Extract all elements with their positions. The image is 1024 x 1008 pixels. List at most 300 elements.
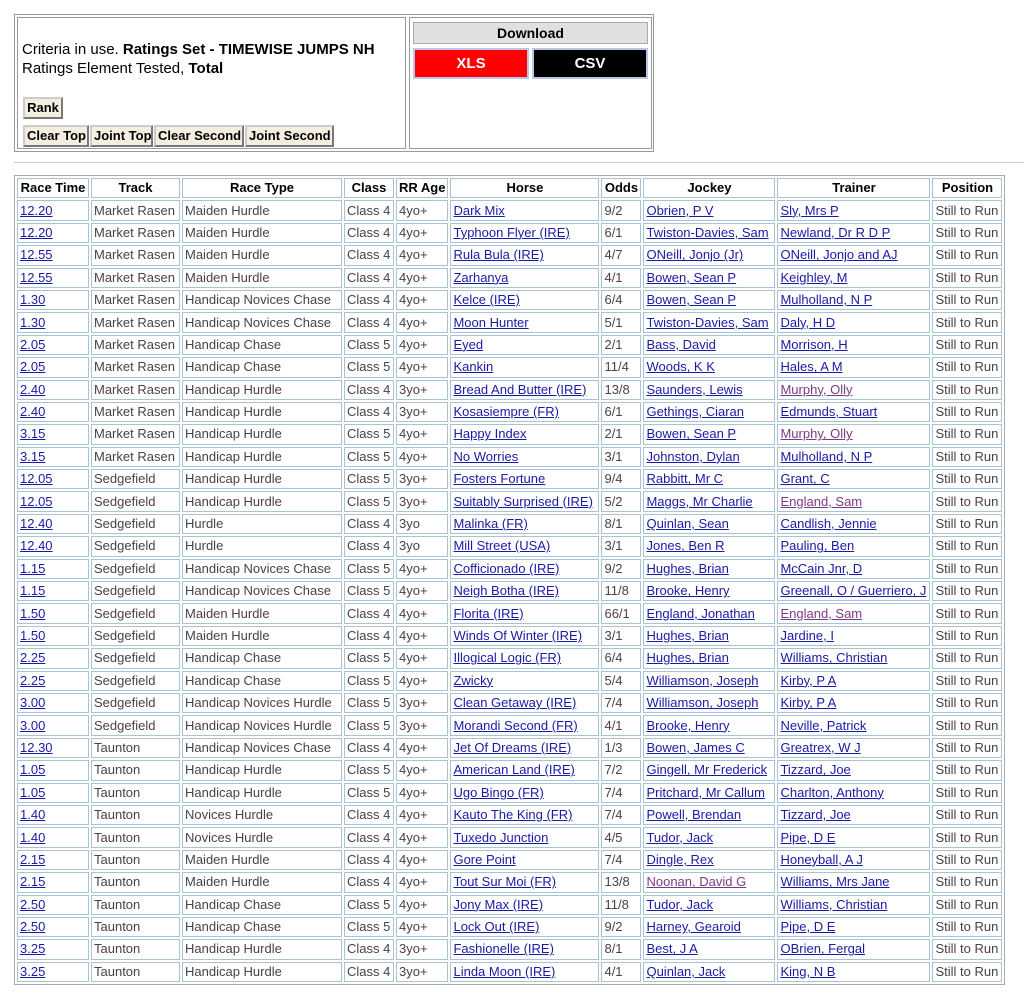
jockey-link[interactable]: Harney, Gearoid [646,919,741,935]
jockey-link[interactable]: Gethings, Ciaran [646,404,745,420]
horse-link[interactable]: Bread And Butter (IRE) [453,381,587,397]
trainer-link[interactable]: Newland, Dr R D P [780,224,891,240]
cell-race-time [17,626,89,646]
race-time-link[interactable]: 2.50 [20,896,46,912]
trainer-link[interactable]: Murphy, Olly [780,426,853,442]
jockey-link[interactable]: Dingle, Rex [646,851,714,867]
cell-class: Class 4 [344,603,394,623]
cell-race-time [17,939,89,959]
table-row [17,827,1002,847]
horse-link[interactable]: Lock Out (IRE) [453,919,540,935]
header-race-time: Race Time [17,178,89,198]
cell-jockey [643,850,775,870]
cell-jockey [643,357,775,377]
cell-race-type: Handicap Hurdle [182,469,342,489]
trainer-link[interactable]: Neville, Patrick [780,717,867,733]
cell-position: Still to Run [932,223,1002,243]
cell-trainer [777,895,930,915]
race-time-link[interactable]: 1.15 [20,583,46,599]
cell-position: Still to Run [932,760,1002,780]
horse-link[interactable]: Linda Moon (IRE) [453,963,556,979]
cell-track: Taunton [91,827,180,847]
header-track: Track [91,178,180,198]
trainer-link[interactable]: Tizzard, Joe [780,807,851,823]
race-time-link[interactable]: 1.30 [20,292,46,308]
table-row [17,469,1002,489]
trainer-link[interactable]: Williams, Mrs Jane [780,874,890,890]
cell-horse [450,648,599,668]
horse-link[interactable]: Fosters Fortune [453,471,546,487]
criteria-text [22,40,375,78]
horse-link[interactable]: Fashionelle (IRE) [453,941,554,957]
jockey-link[interactable]: ONeill, Jonjo (Jr) [646,247,744,263]
cell-race-time [17,268,89,288]
cell-jockey [643,312,775,332]
trainer-link[interactable]: Kirby, P A [780,672,837,688]
cell-race-time [17,738,89,758]
cell-jockey [643,581,775,601]
cell-horse [450,290,599,310]
cell-track: Market Rasen [91,357,180,377]
horse-link[interactable]: Florita (IRE) [453,605,524,621]
cell-position: Still to Run [932,850,1002,870]
cell-track: Sedgefield [91,559,180,579]
header-rr-age: RR Age [396,178,448,198]
table-row [17,447,1002,467]
race-time-link[interactable]: 1.50 [20,628,46,643]
horse-link[interactable]: Typhoon Flyer (IRE) [453,224,570,240]
cell-race-time [17,536,89,556]
horse-link[interactable]: Jony Max (IRE) [453,896,544,912]
horse-link[interactable]: Kosasiempre (FR) [453,404,559,420]
cell-class: Class 4 [344,268,394,288]
cell-track: Taunton [91,850,180,870]
cell-track: Taunton [91,738,180,758]
race-time-link[interactable]: 3.25 [20,963,46,979]
trainer-link[interactable]: Daly, H D [780,314,836,330]
trainer-link[interactable]: Edmunds, Stuart [780,404,878,420]
table-row [17,491,1002,511]
trainer-link[interactable]: ONeill, Jonjo and AJ [780,247,898,263]
jockey-link[interactable]: Brooke, Henry [646,583,730,599]
horse-link[interactable]: American Land (IRE) [453,762,575,778]
jockey-link[interactable]: Bass, David [646,336,716,352]
cell-rr-age: 4yo+ [396,290,448,310]
results-table [14,175,1005,985]
cell-jockey [643,469,775,489]
trainer-link[interactable]: Greatrex, W J [780,739,861,755]
cell-jockey [643,648,775,668]
element-label: Ratings Element Tested, [22,60,185,77]
results-table-body [17,200,1002,982]
cell-trainer [777,805,930,825]
trainer-link[interactable]: England, Sam [780,605,863,621]
cell-race-type: Handicap Chase [182,357,342,377]
cell-position: Still to Run [932,380,1002,400]
section-divider [14,162,1024,163]
cell-rr-age: 3yo+ [396,402,448,422]
cell-trainer [777,783,930,803]
cell-rr-age: 3yo [396,536,448,556]
cell-rr-age: 4yo+ [396,335,448,355]
table-row [17,536,1002,556]
trainer-link[interactable]: Candlish, Jennie [780,516,877,532]
cell-race-type: Maiden Hurdle [182,872,342,892]
cell-position: Still to Run [932,895,1002,915]
horse-link[interactable]: Ugo Bingo (FR) [453,784,544,800]
cell-trainer [777,223,930,243]
cell-class: Class 5 [344,693,394,713]
cell-race-type: Handicap Novices Hurdle [182,715,342,735]
cell-rr-age: 3yo+ [396,715,448,735]
jockey-link[interactable]: Hughes, Brian [646,650,729,666]
trainer-link[interactable]: Pipe, D E [780,919,836,935]
cell-rr-age: 4yo+ [396,827,448,847]
horse-link[interactable]: Jet Of Dreams (IRE) [453,739,572,755]
joint-top-button[interactable]: Joint Top [90,125,153,147]
cell-class: Class 4 [344,738,394,758]
jockey-link[interactable]: Obrien, P V [646,202,714,218]
horse-link[interactable]: Illogical Logic (FR) [453,650,562,666]
cell-odds: 3/1 [601,536,641,556]
cell-rr-age: 4yo+ [396,424,448,444]
cell-race-time [17,559,89,579]
jockey-link[interactable]: Quinlan, Jack [646,963,726,979]
jockey-link[interactable]: Hughes, Brian [646,628,729,643]
race-time-link[interactable]: 12.30 [20,739,53,755]
jockey-link[interactable]: England, Jonathan [646,605,755,621]
horse-link[interactable]: Dark Mix [453,202,505,218]
cell-race-time [17,827,89,847]
cell-odds: 13/8 [601,872,641,892]
cell-trainer [777,603,930,623]
race-time-link[interactable]: 12.40 [20,538,53,554]
cell-race-time [17,469,89,489]
cell-jockey [643,380,775,400]
cell-trainer [777,939,930,959]
cell-position: Still to Run [932,357,1002,377]
race-time-link[interactable]: 2.40 [20,404,46,420]
trainer-link[interactable]: Pipe, D E [780,829,836,845]
cell-rr-age: 4yo+ [396,917,448,937]
race-time-link[interactable]: 1.05 [20,784,46,800]
horse-link[interactable]: Zwicky [453,672,494,688]
jockey-link[interactable]: Brooke, Henry [646,717,730,733]
cell-position: Still to Run [932,536,1002,556]
trainer-link[interactable]: Charlton, Anthony [780,784,884,800]
cell-odds: 5/1 [601,312,641,332]
cell-race-time [17,245,89,265]
race-time-link[interactable]: 2.25 [20,672,46,688]
race-time-link[interactable]: 3.15 [20,448,46,464]
horse-link[interactable]: Kankin [453,359,494,375]
header-race-type: Race Type [182,178,342,198]
trainer-link[interactable]: England, Sam [780,493,863,509]
cell-trainer [777,380,930,400]
clear-top-button[interactable]: Clear Top [23,125,89,147]
race-time-link[interactable]: 12.05 [20,471,53,487]
cell-odds: 9/4 [601,469,641,489]
trainer-link[interactable]: Sly, Mrs P [780,202,839,218]
cell-position: Still to Run [932,312,1002,332]
jockey-link[interactable]: Williamson, Joseph [646,695,759,711]
trainer-link[interactable]: Mulholland, N P [780,448,873,464]
horse-link[interactable]: Neigh Botha (IRE) [453,583,559,599]
horse-link[interactable]: Clean Getaway (IRE) [453,695,577,711]
cell-rr-age: 4yo+ [396,671,448,691]
cell-rr-age: 4yo+ [396,648,448,668]
jockey-link[interactable]: Gingell, Mr Frederick [646,762,768,778]
rank-button[interactable]: Rank [23,97,63,119]
cell-jockey [643,671,775,691]
ratings-set-label: Ratings Set - TIMEWISE JUMPS NH [122,41,375,58]
cell-odds: 5/4 [601,671,641,691]
cell-trainer [777,671,930,691]
cell-race-type: Novices Hurdle [182,827,342,847]
cell-position: Still to Run [932,738,1002,758]
race-time-link[interactable]: 2.40 [20,381,46,397]
horse-link[interactable]: Gore Point [453,851,516,867]
cell-trainer [777,962,930,982]
jockey-link[interactable]: Johnston, Dylan [646,448,740,464]
cell-position: Still to Run [932,648,1002,668]
race-time-link[interactable]: 2.25 [20,650,46,666]
cell-class: Class 4 [344,827,394,847]
cell-track: Market Rasen [91,424,180,444]
joint-second-button[interactable]: Joint Second [245,125,334,147]
trainer-link[interactable]: McCain Jnr, D [780,560,863,576]
table-row [17,715,1002,735]
horse-link[interactable]: Kauto The King (FR) [453,807,573,823]
cell-track: Market Rasen [91,380,180,400]
cell-position: Still to Run [932,872,1002,892]
cell-track: Market Rasen [91,223,180,243]
race-time-link[interactable]: 12.20 [20,224,53,240]
jockey-link[interactable]: Best, J A [646,941,698,957]
cell-rr-age: 4yo+ [396,603,448,623]
horse-link[interactable]: Eyed [453,336,484,352]
cell-race-time [17,335,89,355]
cell-jockey [643,491,775,511]
trainer-link[interactable]: OBrien, Fergal [780,941,866,957]
cell-trainer [777,335,930,355]
horse-link[interactable]: No Worries [453,448,519,464]
cell-rr-age: 3yo+ [396,469,448,489]
race-time-link[interactable]: 12.55 [20,247,53,263]
trainer-link[interactable]: Williams, Christian [780,896,888,912]
jockey-link[interactable]: Saunders, Lewis [646,381,743,397]
criteria-line-1 [22,40,375,59]
clear-second-button[interactable]: Clear Second [154,125,244,147]
trainer-link[interactable]: Hales, A M [780,359,843,375]
race-time-link[interactable]: 3.15 [20,426,46,442]
cell-odds: 66/1 [601,603,641,623]
cell-odds: 6/1 [601,402,641,422]
race-time-link[interactable]: 12.55 [20,269,53,285]
trainer-link[interactable]: Keighley, M [780,269,848,285]
race-time-link[interactable]: 3.25 [20,941,46,957]
jockey-link[interactable]: Bowen, James C [646,739,745,755]
horse-link[interactable]: Happy Index [453,426,527,442]
race-time-link[interactable]: 2.05 [20,336,46,352]
cell-horse [450,380,599,400]
race-time-link[interactable]: 1.15 [20,560,46,576]
cell-position: Still to Run [932,693,1002,713]
jockey-link[interactable]: Jones, Ben R [646,538,725,554]
cell-track: Sedgefield [91,491,180,511]
trainer-link[interactable]: King, N B [780,963,836,979]
trainer-link[interactable]: Pauling, Ben [780,538,855,554]
race-time-link[interactable]: 12.20 [20,202,53,218]
cell-position: Still to Run [932,603,1002,623]
race-time-link[interactable]: 1.50 [20,605,46,621]
race-time-link[interactable]: 1.05 [20,762,46,778]
cell-jockey [643,603,775,623]
jockey-link[interactable]: Williamson, Joseph [646,672,759,688]
cell-rr-age: 4yo+ [396,581,448,601]
trainer-link[interactable]: Greenall, O / Guerriero, J [780,583,927,599]
jockey-link[interactable]: Tudor, Jack [646,829,714,845]
cell-track: Market Rasen [91,447,180,467]
race-time-link[interactable]: 1.40 [20,829,46,845]
cell-position: Still to Run [932,805,1002,825]
cell-odds: 5/2 [601,491,641,511]
trainer-link[interactable]: Kirby, P A [780,695,837,711]
trainer-link[interactable]: Williams, Christian [780,650,888,666]
race-time-link[interactable]: 2.05 [20,359,46,375]
cell-odds: 6/4 [601,648,641,668]
cell-class: Class 5 [344,491,394,511]
table-row [17,872,1002,892]
jockey-link[interactable]: Twiston-Davies, Sam [646,224,769,240]
header-horse: Horse [450,178,599,198]
cell-track: Taunton [91,872,180,892]
cell-race-time [17,357,89,377]
trainer-link[interactable]: Mulholland, N P [780,292,873,308]
race-time-link[interactable]: 2.50 [20,919,46,935]
cell-track: Sedgefield [91,469,180,489]
jockey-link[interactable]: Maggs, Mr Charlie [646,493,753,509]
cell-race-type: Handicap Hurdle [182,760,342,780]
jockey-link[interactable]: Noonan, David G [646,874,747,890]
trainer-link[interactable]: Morrison, H [780,336,848,352]
cell-rr-age: 4yo+ [396,559,448,579]
race-time-link[interactable]: 2.15 [20,851,46,867]
horse-link[interactable]: Moon Hunter [453,314,529,330]
header-trainer: Trainer [777,178,930,198]
cell-class: Class 4 [344,380,394,400]
race-time-link[interactable]: 12.40 [20,516,53,532]
horse-link[interactable]: Malinka (FR) [453,516,528,532]
jockey-link[interactable]: Bowen, Sean P [646,426,737,442]
cell-race-type: Novices Hurdle [182,805,342,825]
cell-track: Sedgefield [91,693,180,713]
cell-race-type: Handicap Chase [182,648,342,668]
jockey-link[interactable]: Pritchard, Mr Callum [646,784,765,800]
cell-class: Class 4 [344,939,394,959]
race-time-link[interactable]: 3.00 [20,717,46,733]
table-row [17,223,1002,243]
race-time-link[interactable]: 1.30 [20,314,46,330]
cell-odds: 4/5 [601,827,641,847]
cell-trainer [777,200,930,220]
cell-rr-age: 4yo+ [396,850,448,870]
race-time-link[interactable]: 2.15 [20,874,46,890]
jockey-link[interactable]: Hughes, Brian [646,560,729,576]
table-row [17,603,1002,623]
cell-track: Taunton [91,805,180,825]
jockey-link[interactable]: Quinlan, Sean [646,516,729,532]
cell-race-time [17,872,89,892]
cell-rr-age: 4yo+ [396,805,448,825]
table-row [17,581,1002,601]
trainer-link[interactable]: Honeyball, A J [780,851,863,867]
jockey-link[interactable]: Rabbitt, Mr C [646,471,724,487]
horse-link[interactable]: Zarhanya [453,269,509,285]
jockey-link[interactable]: Woods, K K [646,359,715,375]
horse-link[interactable]: Mill Street (USA) [453,538,551,554]
jockey-link[interactable]: Tudor, Jack [646,896,714,912]
cell-jockey [643,514,775,534]
jockey-link[interactable]: Bowen, Sean P [646,292,737,308]
xls-download-button[interactable]: XLS [413,48,529,79]
race-time-link[interactable]: 3.00 [20,695,46,711]
horse-link[interactable]: Suitably Surprised (IRE) [453,493,593,509]
cell-odds: 4/1 [601,268,641,288]
horse-link[interactable]: Winds Of Winter (IRE) [453,628,583,643]
cell-race-time [17,715,89,735]
jockey-link[interactable]: Bowen, Sean P [646,269,737,285]
cell-class: Class 5 [344,447,394,467]
horse-link[interactable]: Morandi Second (FR) [453,717,578,733]
jockey-link[interactable]: Twiston-Davies, Sam [646,314,769,330]
cell-rr-age: 3yo+ [396,693,448,713]
cell-position: Still to Run [932,469,1002,489]
cell-race-type: Hurdle [182,536,342,556]
element-value: Total [188,60,224,77]
cell-race-time [17,290,89,310]
cell-trainer [777,536,930,556]
cell-odds: 1/3 [601,738,641,758]
trainer-link[interactable]: Murphy, Olly [780,381,853,397]
cell-class: Class 5 [344,648,394,668]
jockey-link[interactable]: Powell, Brendan [646,807,742,823]
trainer-link[interactable]: Jardine, I [780,628,834,643]
horse-link[interactable]: Kelce (IRE) [453,292,520,308]
race-time-link[interactable]: 12.05 [20,493,53,509]
download-title: Download [413,22,648,44]
race-time-link[interactable]: 1.40 [20,807,46,823]
trainer-link[interactable]: Tizzard, Joe [780,762,851,778]
cell-jockey [643,200,775,220]
cell-rr-age: 4yo+ [396,245,448,265]
cell-position: Still to Run [932,671,1002,691]
cell-rr-age: 4yo+ [396,357,448,377]
cell-race-time [17,312,89,332]
cell-rr-age: 4yo+ [396,895,448,915]
cell-class: Class 4 [344,200,394,220]
horse-link[interactable]: Rula Bula (IRE) [453,247,544,263]
cell-trainer [777,850,930,870]
cell-odds: 11/8 [601,581,641,601]
csv-download-button[interactable]: CSV [532,48,648,79]
trainer-link[interactable]: Grant, C [780,471,830,487]
horse-link[interactable]: Tuxedo Junction [453,829,549,845]
cell-odds: 3/1 [601,626,641,646]
table-row [17,805,1002,825]
horse-link[interactable]: Cofficionado (IRE) [453,560,560,576]
horse-link[interactable]: Tout Sur Moi (FR) [453,874,557,890]
